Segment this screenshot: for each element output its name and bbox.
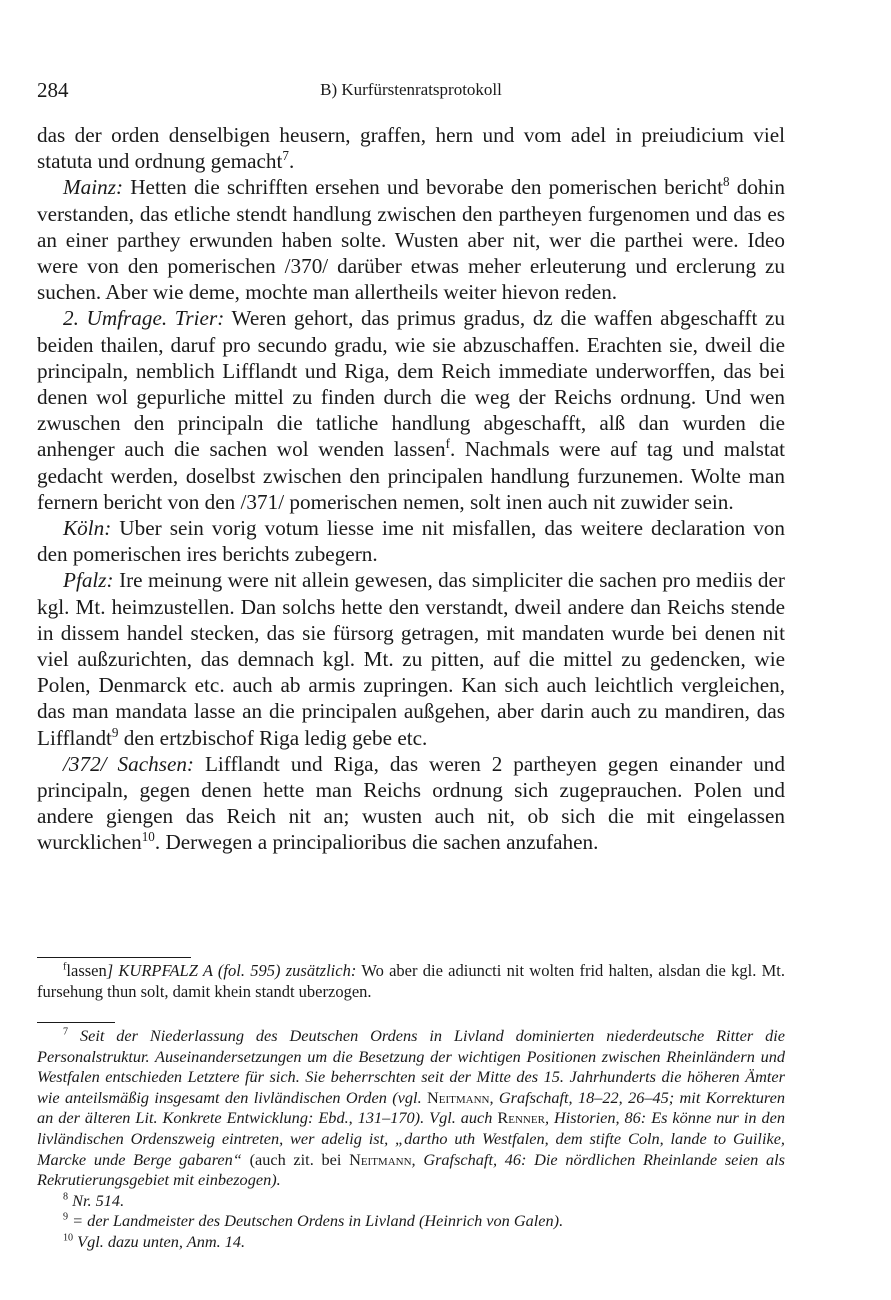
page-header <box>37 78 785 106</box>
page-number: 284 <box>37 78 69 102</box>
apparatus-separator <box>37 957 191 958</box>
footnotes <box>37 1026 785 1253</box>
footnote-ref-9[interactable]: 9 <box>111 724 119 740</box>
main-text <box>37 122 785 856</box>
paragraph-sachsen: /372/ Sachsen: Lifflandt und Riga, das weren 2 partheyen gegen einander und principaln, gegen denen hette man Reichs ordnung sich zugeprauchen. Polen und andere giengen das Reich nit an; wusten auch nit, ob sich die mit eingelassen wurcklichen$^{10}$. Derwegen a principalioribus die sachen anzufahen. <box>37 751 785 855</box>
footnote-7: $^7$ Seit der Niederlassung des Deutschen Ordens in Livland dominierten niederdeutsche Ritter die Personalstruktur. Auseinandersetzungen um die Besetzung der wichtigen Positionen zwischen Rheinländern und Westfalen entschieden Letztere für sich. Sie beherrschten seit der Mitte des 15. Jahrhunderts die höheren Ämter wie anteilsmäßig insgesamt den livländischen Orden (vgl. Neitmann, Grafschaft, 18–22, 26–45; mit Korrekturen an der älteren Lit. Konkrete Entwicklung: Ebd., 131–170). Vgl. auch Renner, Historien, 86: Es könne nur in den livländischen Ordenszweig eintreten, wer adelig ist, „dartho uth Westfalen, dem stifte Coln, lande to Guilike, Marcke unde Berge gabaren“ (auch zit. bei Neitmann, Grafschaft, 46: Die nördlichen Rheinlande seien als Rekrutierungsgebiet mit einbezogen). <box>37 1026 785 1190</box>
speaker-label: Pfalz: <box>63 568 114 593</box>
footnote-number: 8 <box>63 1191 69 1203</box>
author-name: Neitmann <box>426 1087 490 1107</box>
variant-mark: f <box>63 961 67 973</box>
speaker-label: /372/ Sachsen: <box>63 751 194 776</box>
paragraph-pfalz: Pfalz: Ire meinung were nit allein gewesen, das simpliciter die sachen pro mediis der kgl. Mt. heimzustellen. Dan solchs hette den verstandt, dweil andere dan Reichs stende in dissem handel stecken, das sie fürsorg getragen, mit mandaten wurde bei denen nit viel außzurichten, das demnach kgl. Mt. zu pitten, auf die mittel zu gedencken, wie Polen, Denmarck etc. auch ab armis zupringen. Kan sich auch leichtlich vergleichen, das man mandata lasse an die principalen außgehen, aber darin auch zu mandiren, das Lifflandt$^9$ den ertzbischof Riga ledig gebe etc. <box>37 568 785 750</box>
speaker-label: 2. Umfrage. Trier: <box>63 306 225 331</box>
paragraph-continuation: das der orden denselbigen heusern, graffen, hern und vom adel in preiudicium viel statuta und ordnung gemacht$^7$. <box>37 123 785 174</box>
footnote-9: $^9$ = der Landmeister des Deutschen Ordens in Livland (Heinrich von Galen). <box>63 1211 564 1231</box>
author-name: Neitmann <box>349 1149 412 1169</box>
paragraph-koeln: Köln: Uber sein vorig votum liesse ime nit misfallen, das weitere declaration von den pomerischen ires berichts zubegern. <box>37 516 785 567</box>
critical-apparatus <box>37 960 785 1002</box>
footnote-number: 9 <box>63 1212 69 1224</box>
running-head: B) Kurfürstenratsprotokoll <box>320 80 502 99</box>
variant-ref-f[interactable]: f <box>445 436 450 452</box>
speaker-label: Mainz: <box>63 175 124 200</box>
footnote-ref-7[interactable]: 7 <box>282 148 289 164</box>
footnote-ref-8[interactable]: 8 <box>722 174 730 190</box>
paragraph-mainz: Mainz: Hetten die schrifften ersehen und bevorabe den pomerischen bericht$^8$ dohin verstanden, das etliche stendt handlung zwischen den partheyen furgenomen und das es an einer parthey erwunden haben solte. Wusten aber nit, wer die parthei were. Ideo were von den pomerischen /370/ darüber etwas meher erleuterung und erclerung zu suchen. Aber wie deme, mochte man allertheils weiter hievon reden. <box>37 174 785 305</box>
paragraph-trier: 2. Umfrage. Trier: Weren gehort, das primus gradus, dz die waffen abgeschafft zu beiden thailen, daruf pro secundo gradu, wie sie abzuschaffen. Erachten sie, dweil die principaln, nemblich Lifflandt und Riga, dem Reich immediate underworffen, das bei denen wol gepurliche mittel zu finden durch die weg der Reichs ordnung. Und wen zwuschen den principaln die tatliche handlung abgeschafft, alß dan wurden die anhenger auch die sachen wol wenden lassen$^f$. Nachmals were auf tag und malstat gedacht werden, doselbst zwischen den principalen handlung furzunemen. Wolte man fernern bericht von den /371/ pomerischen nemen, solt inen auch nit zuwider sein. <box>37 306 785 514</box>
author-name: Renner <box>497 1108 545 1128</box>
footnote-8: $^8$ Nr. 514. <box>63 1190 125 1210</box>
footnote-number: 7 <box>63 1026 69 1038</box>
speaker-label: Köln: <box>63 516 112 541</box>
footnote-separator <box>37 1022 115 1023</box>
footnote-10: $^{10}$ Vgl. dazu unten, Anm. 14. <box>63 1231 246 1251</box>
apparatus-note-f: $^f$lassen] KURPFALZ A (fol. 595) zusätzlich: Wo aber die adiuncti nit wolten frid halten, alsdan die kgl. Mt. fursehung thun solt, damit khein standt uberzogen. <box>37 961 786 1001</box>
footnote-number: 10 <box>63 1232 74 1244</box>
footnote-ref-10[interactable]: 10 <box>141 829 155 845</box>
